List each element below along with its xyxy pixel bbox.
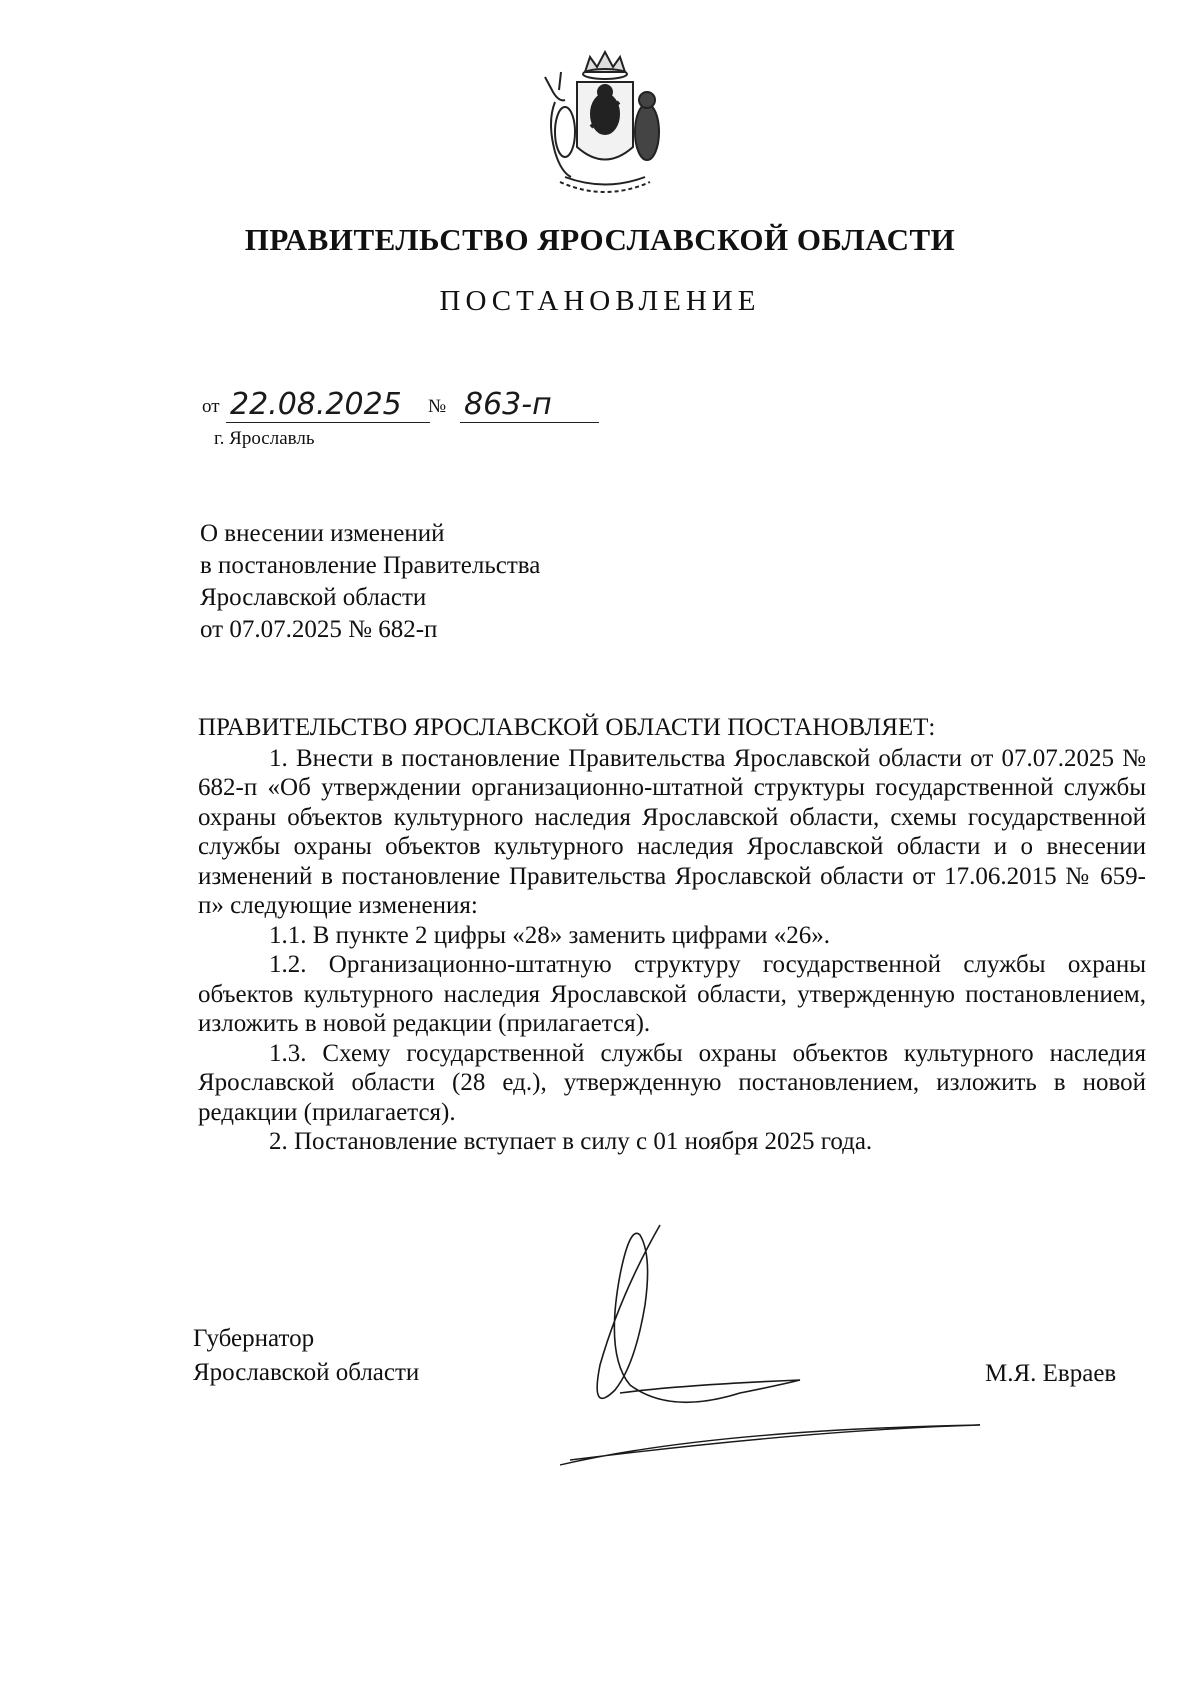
paragraph: 2. Постановление вступает в силу с 01 ноября 2025 года. [269,1128,873,1155]
paragraph: 1.1. В пункте 2 цифры «28» заменить цифрами «26». [269,921,830,949]
document-date: 22.08.2025 [226,388,430,423]
government-title: ПРАВИТЕЛЬСТВО ЯРОСЛАВСКОЙ ОБЛАСТИ [244,222,956,257]
subject-line: в постановление Правительства [200,552,541,579]
coat-of-arms-icon [525,42,685,202]
document-type: ПОСТАНОВЛЕНИЕ [439,285,761,317]
resolves-heading: ПРАВИТЕЛЬСТВО ЯРОСЛАВСКОЙ ОБЛАСТИ ПОСТАНОВЛЯЕТ: [198,714,936,741]
signatory-title-line: Ярославской области [193,1359,420,1386]
signatory-title [193,1322,419,1390]
signatory-title-line: Губернатор [193,1325,315,1352]
paragraph: 1. Внести в постановление Правительства Ярославской области от 07.07.2025 № 682-п «Об утверждении организационно-штатной структуры государственной службы охраны объектов культурного наследия Ярославской области, схемы государственной службы охраны объектов культурного наследия Ярославской области и о внесении изменений в постановление Правительства Ярославской области от 17.06.2015 № 659-п» следующие изменения: [198,744,1146,919]
paragraph: 1.2. Организационно-штатную структуру государственной службы охраны объектов культурного наследия Ярославской области, утвержденную постановлением, изложить в новой редакции (прилагается). [198,951,1146,1037]
document-subject [200,518,540,646]
registration-line [202,388,702,428]
document-body [198,713,1146,1157]
date-prefix: от [202,396,220,417]
signature-icon [560,1215,1030,1475]
subject-line: Ярославской области [200,584,427,611]
subject-line: от 07.07.2025 № 682-п [200,616,438,643]
number-prefix: № [428,396,447,417]
signatory-name: М.Я. Евраев [985,1360,1117,1387]
paragraph: 1.3. Схему государственной службы охраны объектов культурного наследия Ярославской области (28 ед.), утвержденную постановлением, изложить в новой редакции (прилагается). [198,1039,1146,1126]
document-number: 863-п [460,388,599,423]
subject-line: О внесении изменений [200,520,445,547]
city: г. Ярославль [214,428,315,449]
